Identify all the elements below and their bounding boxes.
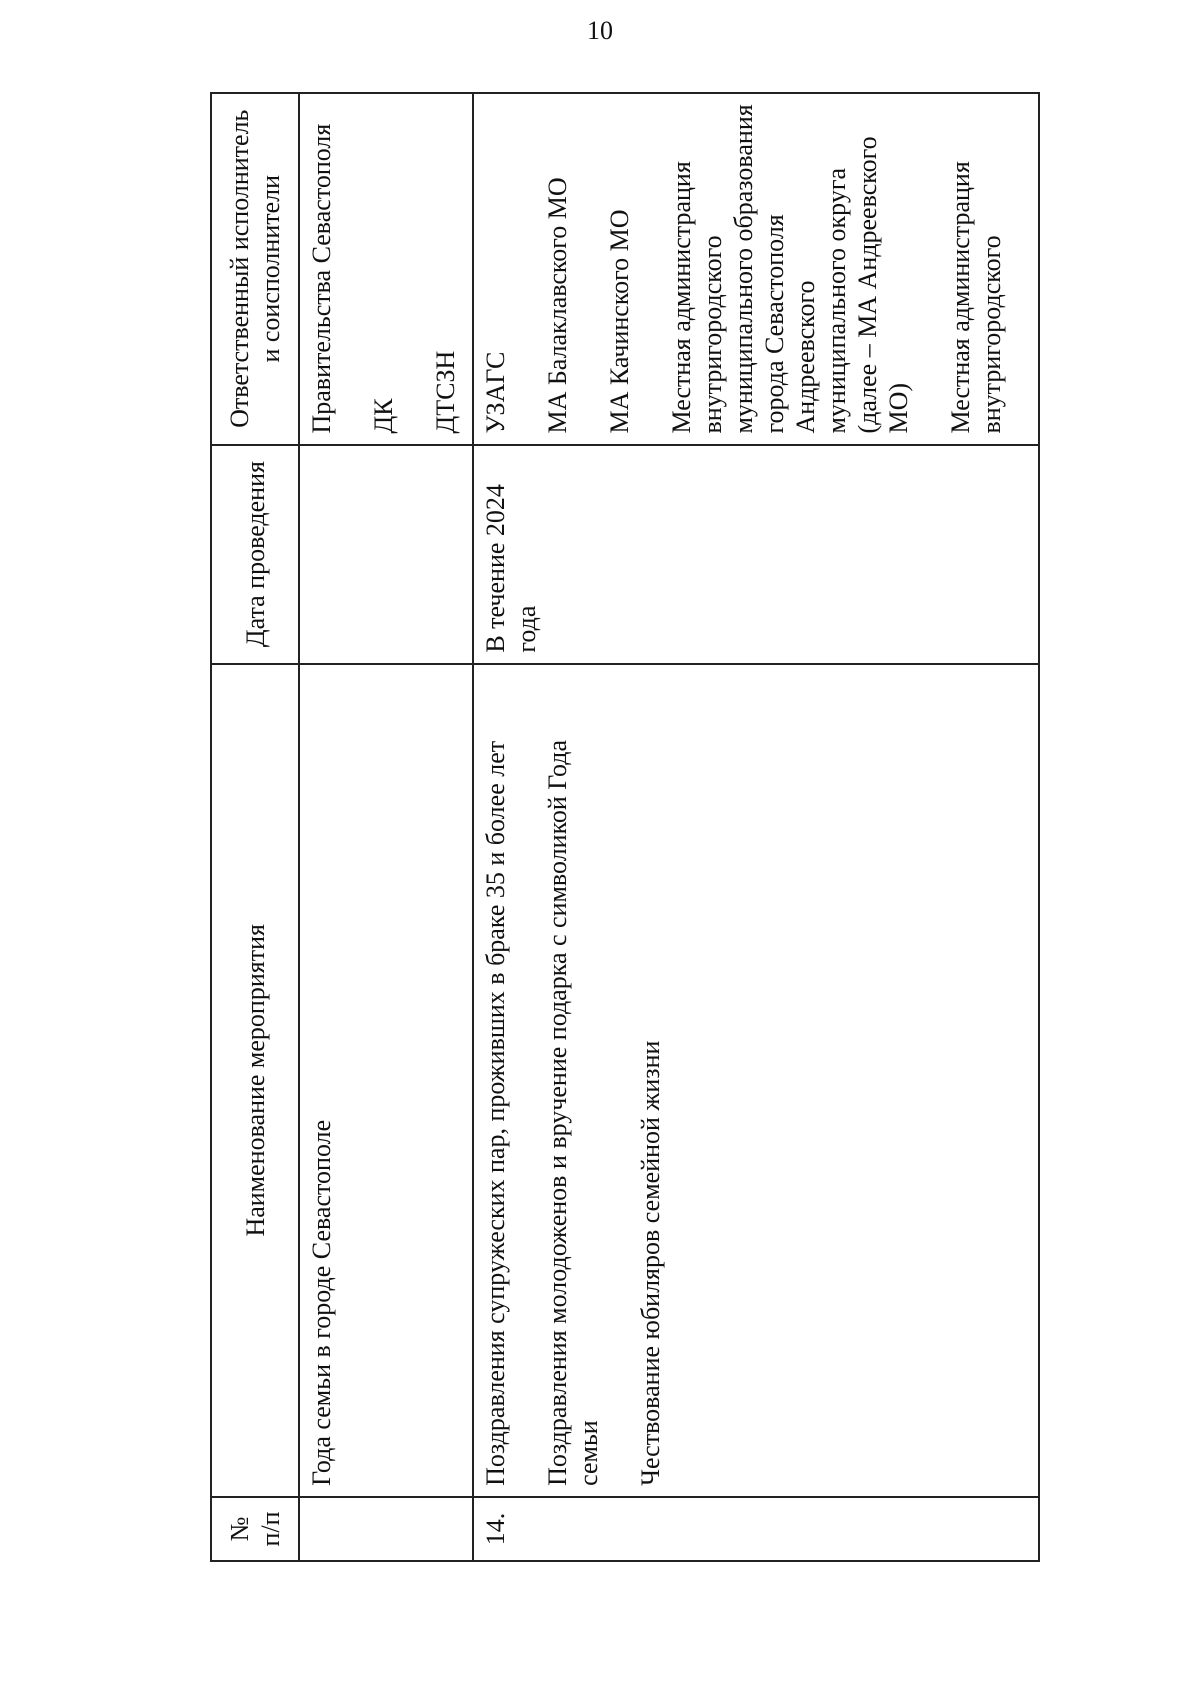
cell-text-line: Поздравления молодоженов и вручение подарка с символикой Года семьи — [543, 739, 603, 1486]
cell-text-line: Чествование юбиляров семейной жизни — [636, 1040, 665, 1486]
cell-name — [473, 664, 1039, 1497]
cell-text-line: ДТСЗН — [431, 350, 460, 434]
table-row — [299, 93, 473, 1561]
cell-text-line: Местная администрация внутригородского муниципального образования города Севастополя Андреевского муниципального округа (далее – МА Андреевского МО) — [667, 104, 913, 434]
cell-date — [299, 445, 473, 664]
cell-responsible — [473, 93, 1039, 445]
cell-text-line: Правительства Севастополя — [307, 123, 336, 434]
cell-date: В течение 2024 года — [473, 445, 1039, 664]
header-name: Наименование мероприятия — [211, 664, 299, 1497]
header-num: № п/п — [211, 1497, 299, 1561]
table-header-row — [211, 93, 299, 1561]
cell-text-line: Года семьи в городе Севастополе — [307, 1119, 336, 1486]
cell-responsible — [299, 93, 473, 445]
rotated-table-frame — [210, 92, 1040, 1562]
cell-text-line: Поздравления супружеских пар, проживших в браке 35 и более лет — [481, 740, 510, 1486]
cell-text-line: ДК — [369, 398, 398, 434]
events-table — [210, 92, 1040, 1562]
rotated-table-area — [210, 92, 1040, 1562]
cell-text-line: МА Качинского МО — [605, 209, 634, 434]
header-responsible: Ответственный исполнитель и соисполнители — [211, 93, 299, 445]
header-date: Дата проведения — [211, 445, 299, 664]
table-row — [473, 93, 1039, 1561]
cell-name — [299, 664, 473, 1497]
cell-text-line: УЗАГС — [481, 351, 510, 434]
page-number: 10 — [587, 16, 613, 45]
cell-text-line: Местная администрация внутригородского — [946, 161, 1006, 434]
cell-num: 14. — [473, 1497, 1039, 1561]
cell-num — [299, 1497, 473, 1561]
cell-text-line: МА Балаклавского МО — [543, 177, 572, 434]
